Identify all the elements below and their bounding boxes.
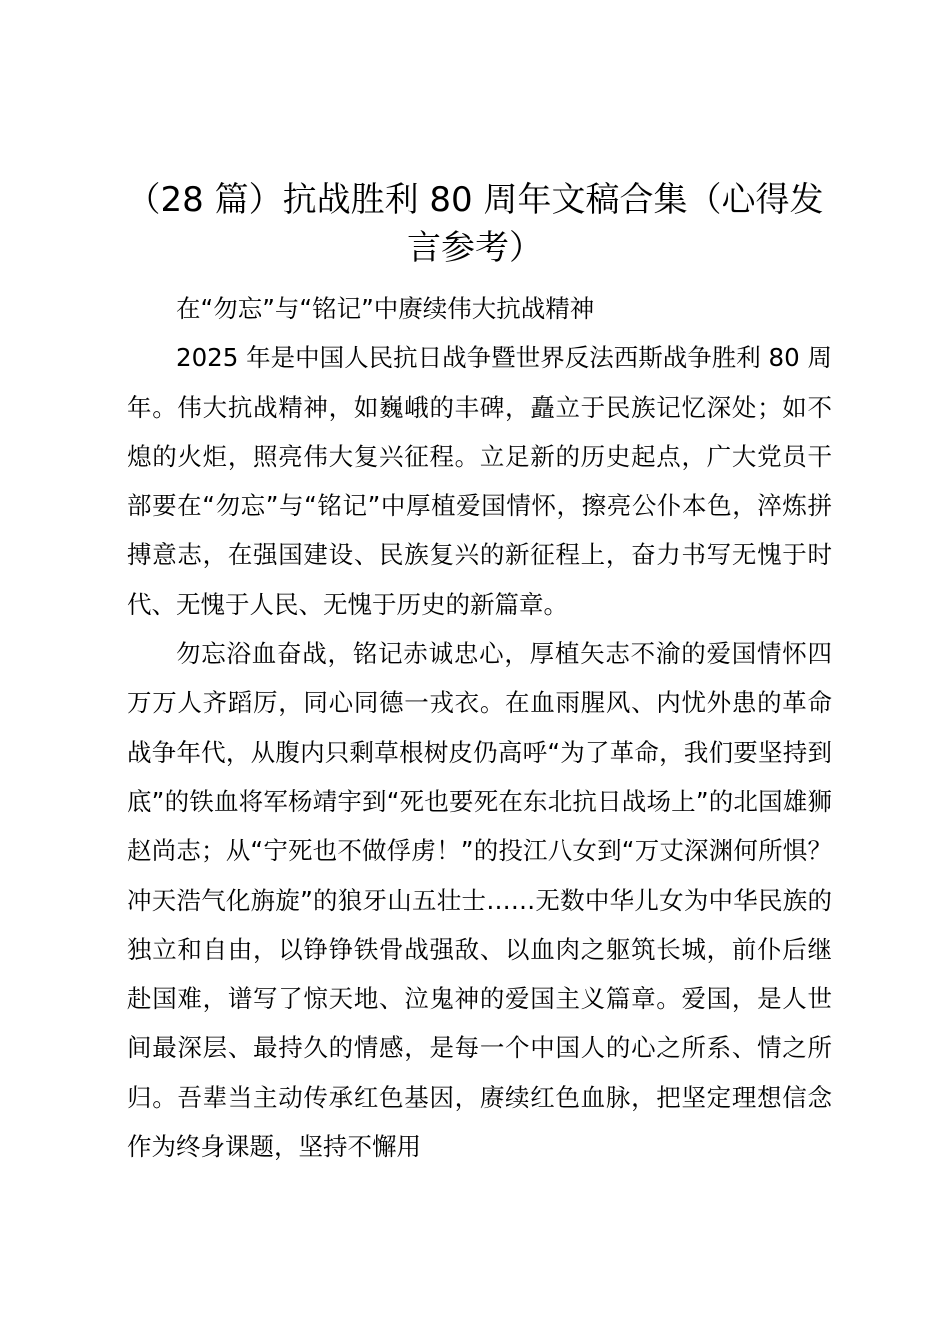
paragraph: 2025 年是中国人民抗日战争暨世界反法西斯战争胜利 80 周年。伟大抗战精神，如巍峨的丰碑，矗立于民族记忆深处；如不熄的火炬，照亮伟大复兴征程。立足新的历史起点，广大党员干部要在“勿忘”与“铭记”中厚植爱国情怀，擦亮公仆本色，淬炼拼搏意志，在强国建设、民族复兴的新征程上，奋力书写无愧于时代、无愧于人民、无愧于历史的新篇章。 bbox=[127, 343, 832, 619]
paragraph: 勿忘浴血奋战，铭记赤诚忠心，厚植矢志不渝的爱国情怀四万万人齐蹈厉，同心同德一戎衣。在血雨腥风、内忧外患的革命战争年代，从腹内只剩草根树皮仍高呼“为了革命，我们要坚持到底”的铁血将军杨靖宇到“死也要死在东北抗日战场上”的北国雄狮赵尚志；从“宁死也不做俘虏！”的投江八女到“万丈深渊何所惧？冲天浩气化旃旋”的狼牙山五壮士……无数中华儿女为中华民族的独立和自由，以铮铮铁骨战强敌、以血肉之躯筑长城，前仆后继赴国难，谱写了惊天地、泣鬼神的爱国主义篇章。爱国，是人世间最深层、最持久的情感，是每一个中国人的心之所系、情之所归。吾辈当主动传承红色基因，赓续红色血脉，把坚定理想信念作为终身课题，坚持不懈用 bbox=[127, 639, 832, 1162]
document-title: （28 篇）抗战胜利 80 周年文稿合集（心得发言参考） bbox=[126, 180, 824, 268]
section-heading: 在“勿忘”与“铭记”中赓续伟大抗战精神 bbox=[176, 294, 595, 323]
document-body bbox=[127, 284, 832, 1171]
